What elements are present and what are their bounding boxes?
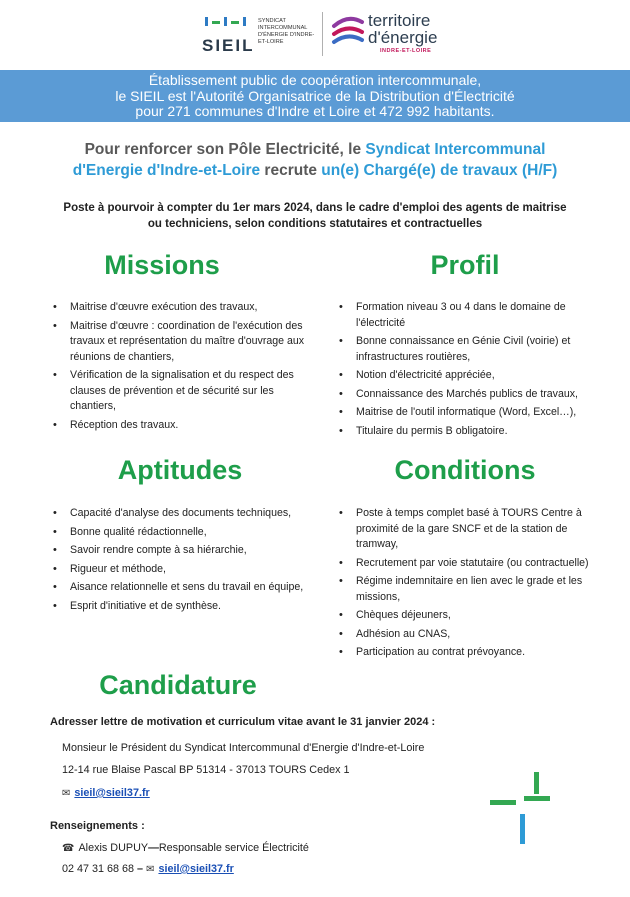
list-item: • Adhésion au CNAS,	[338, 627, 594, 643]
candidature-heading: Candidature	[99, 670, 257, 700]
banner-line-3: pour 271 communes d'Indre et Loire et 472 992 habitants.	[135, 103, 495, 119]
te-wordmark-line1: territoire	[368, 11, 431, 30]
sieil-wordmark: SIEIL	[202, 36, 255, 55]
territoire-energie-logo	[330, 10, 470, 60]
banner-line-2: le SIEIL est l'Autorité Organisatrice de la Distribution d'Électricité	[115, 87, 515, 104]
contact-name: Alexis DUPUY	[78, 842, 149, 854]
aptitudes-list	[52, 506, 322, 614]
contact-row: ☎ Alexis DUPUY—Responsable service Électricité	[62, 842, 309, 854]
list-item: • Poste à temps complet basé à TOURS Centre à proximité de la gare SNCF et de la station de tramway,	[338, 506, 594, 553]
list-item: • Bonne qualité rédactionnelle,	[52, 525, 322, 541]
list-item: • Maitrise d'œuvre : coordination de l'exécution des travaux et représentation du maître d'ouvrage aux réunions de chantiers,	[52, 319, 312, 366]
list-item: • Vérification de la signalisation et du respect des clauses de prévention et de sécurité sur les chantiers,	[52, 368, 312, 415]
job-title	[0, 139, 630, 181]
te-subtitle: INDRE-ET-LOIRE	[380, 48, 432, 54]
list-item: • Savoir rendre compte à sa hiérarchie,	[52, 543, 322, 559]
list-item: • Maitrise d'œuvre exécution des travaux,	[52, 300, 312, 316]
list-item: • Participation au contrat prévoyance.	[338, 645, 594, 661]
sieil-logo	[200, 12, 320, 58]
title-part-3: d'Energie d'Indre-et-Loire	[72, 162, 261, 179]
te-wordmark-line2: d'énergie	[368, 28, 438, 47]
address-line-1: Monsieur le Président du Syndicat Intercommunal d'Energie d'Indre-et-Loire	[62, 742, 425, 754]
list-item: • Formation niveau 3 ou 4 dans le domaine de l'électricité	[338, 300, 610, 331]
list-item: • Rigueur et méthode,	[52, 562, 322, 578]
missions-list	[52, 300, 312, 433]
list-item: • Maitrise de l'outil informatique (Word, Excel…),	[338, 405, 610, 421]
contact-email-link[interactable]: sieil@sieil37.fr	[158, 863, 234, 875]
list-item: • Chèques déjeuners,	[338, 608, 594, 624]
subtitle-line-1: Poste à pourvoir à compter du 1er mars 2024, dans le cadre d'emploi des agents de maitrise	[63, 202, 567, 214]
sieil-logo-mark	[203, 15, 253, 37]
profil-heading: Profil	[430, 250, 500, 280]
sieil-subtitle: SYNDICAT INTERCOMMUNAL D'ÉNERGIE D'INDRE-ET-LOIRE	[258, 18, 315, 45]
title-part-2: Syndicat Intercommunal	[365, 141, 546, 158]
profil-list	[338, 300, 610, 439]
conditions-list	[338, 506, 594, 661]
title-part-4: recrute	[260, 162, 322, 179]
title-part-1: Pour renforcer son Pôle Electricité, le	[84, 141, 366, 158]
candidature-email-link[interactable]: sieil@sieil37.fr	[74, 787, 150, 799]
list-item: • Réception des travaux.	[52, 418, 312, 434]
list-item: • Titulaire du permis B obligatoire.	[338, 424, 610, 440]
phone-icon: ☎	[62, 843, 75, 854]
list-item: • Régime indemnitaire en lien avec le grade et les missions,	[338, 574, 594, 605]
territoire-energie-swirl-icon	[330, 12, 366, 52]
profil-section	[338, 300, 610, 442]
missions-heading: Missions	[104, 250, 220, 280]
aptitudes-section	[52, 506, 322, 617]
logo-divider	[322, 12, 323, 56]
candidature-instruction: Adresser lettre de motivation et curriculum vitae avant le 31 janvier 2024 :	[50, 716, 436, 728]
list-item: • Capacité d'analyse des documents techniques,	[52, 506, 322, 522]
conditions-section	[338, 506, 594, 664]
list-item: • Aisance relationnelle et sens du travail en équipe,	[52, 580, 322, 596]
missions-section	[52, 300, 312, 436]
candidature-email-row	[62, 783, 150, 801]
position-subtitle	[0, 200, 630, 232]
banner-line-1: Établissement public de coopération intercommunale,	[148, 72, 482, 88]
renseignements-label: Renseignements :	[50, 820, 145, 832]
list-item: • Recrutement par voie statutaire (ou contractuelle)	[338, 556, 594, 572]
contact-details-row: 02 47 31 68 68 – ✉ sieil@sieil37.fr	[62, 863, 234, 875]
email-icon: ✉	[146, 864, 155, 875]
subtitle-line-2: ou techniciens, selon conditions statutaires et contractuelles	[147, 218, 483, 230]
list-item: • Esprit d'initiative et de synthèse.	[52, 599, 322, 615]
list-item: • Bonne connaissance en Génie Civil (voirie) et infrastructures routières,	[338, 334, 610, 365]
email-icon: ✉	[62, 788, 71, 799]
intro-banner	[0, 70, 630, 122]
list-item: • Connaissance des Marchés publics de travaux,	[338, 387, 610, 403]
sieil-decorative-mark-icon	[488, 770, 552, 850]
contact-phone: 02 47 31 68 68	[62, 863, 135, 875]
conditions-heading: Conditions	[394, 455, 536, 485]
contact-role: Responsable service Électricité	[158, 842, 309, 854]
list-item: • Notion d'électricité appréciée,	[338, 368, 610, 384]
address-line-2: 12-14 rue Blaise Pascal BP 51314 - 37013 TOURS Cedex 1	[62, 764, 350, 776]
aptitudes-heading: Aptitudes	[117, 455, 243, 485]
title-part-5: un(e) Chargé(e) de travaux (H/F)	[321, 162, 558, 179]
